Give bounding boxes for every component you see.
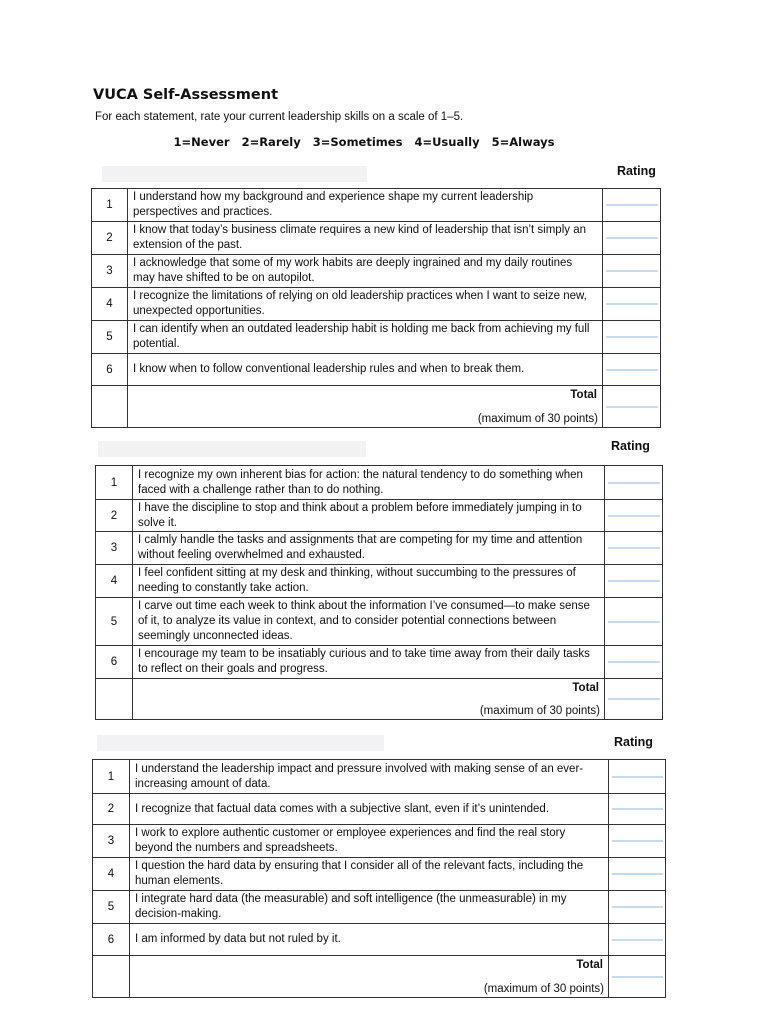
rating-column-header: Rating bbox=[617, 164, 656, 178]
table-row bbox=[92, 189, 661, 222]
table-row bbox=[92, 321, 661, 354]
scale-label: 4=Usually bbox=[414, 135, 480, 149]
item-number: 5 bbox=[92, 321, 128, 354]
rating-input[interactable] bbox=[612, 873, 663, 875]
item-number: 5 bbox=[93, 891, 130, 924]
rating-input[interactable] bbox=[612, 939, 663, 941]
rating-column-header: Rating bbox=[611, 439, 650, 453]
item-number: 4 bbox=[93, 858, 130, 891]
maximum-points-label: (maximum of 30 points) bbox=[483, 983, 604, 995]
item-number: 2 bbox=[93, 794, 130, 825]
rating-input[interactable] bbox=[608, 580, 660, 582]
item-number: 4 bbox=[92, 288, 128, 321]
rating-input[interactable] bbox=[612, 906, 663, 908]
item-number: 2 bbox=[92, 222, 128, 255]
table-row bbox=[96, 500, 663, 532]
total-label: Total bbox=[572, 682, 599, 694]
item-statement: I encourage my team to be insatiably curious and to take time away from their daily tasks to reflect on their goals and progress. bbox=[133, 646, 605, 679]
item-number: 6 bbox=[92, 354, 128, 386]
total-label: Total bbox=[570, 389, 597, 401]
rating-input[interactable] bbox=[608, 547, 660, 549]
table-row bbox=[92, 354, 661, 386]
item-statement: I understand the leadership impact and pressure involved with making sense of an ever-increasing amount of data. bbox=[130, 760, 609, 794]
rating-input[interactable] bbox=[606, 369, 658, 371]
table-row bbox=[96, 646, 663, 679]
total-row bbox=[92, 386, 661, 428]
maximum-points-label: (maximum of 30 points) bbox=[479, 705, 600, 717]
item-number: 3 bbox=[93, 825, 130, 858]
rating-input[interactable] bbox=[608, 482, 660, 484]
scale-label: 5=Always bbox=[491, 135, 555, 149]
item-statement: I feel confident sitting at my desk and thinking, without succumbing to the pressures of needing to constantly take action. bbox=[133, 565, 605, 598]
item-statement: I integrate hard data (the measurable) and soft intelligence (the unmeasurable) in my decision-making. bbox=[130, 891, 609, 924]
item-number: 6 bbox=[96, 646, 133, 679]
item-number: 6 bbox=[93, 924, 130, 956]
item-number: 3 bbox=[92, 255, 128, 288]
rating-input[interactable] bbox=[606, 303, 658, 305]
item-statement: I question the hard data by ensuring that I consider all of the relevant facts, including the human elements. bbox=[130, 858, 609, 891]
item-statement: I recognize that factual data comes with a subjective slant, even if it’s unintended. bbox=[130, 794, 609, 825]
total-input[interactable] bbox=[606, 406, 658, 408]
total-row bbox=[93, 956, 666, 998]
item-number: 1 bbox=[96, 466, 133, 500]
table-row bbox=[93, 825, 666, 858]
item-statement: I recognize the limitations of relying on old leadership practices when I want to seize new, unexpected opportunities. bbox=[128, 288, 603, 321]
item-number: 4 bbox=[96, 565, 133, 598]
rating-column-header: Rating bbox=[614, 735, 653, 749]
item-statement: I understand how my background and experience shape my current leadership perspectives and practices. bbox=[128, 189, 603, 222]
assessment-table bbox=[95, 465, 663, 720]
maximum-points-label: (maximum of 30 points) bbox=[477, 413, 598, 425]
section-name-field[interactable] bbox=[102, 166, 367, 182]
rating-input[interactable] bbox=[606, 336, 658, 338]
table-row bbox=[93, 760, 666, 794]
assessment-table bbox=[91, 188, 661, 428]
table-row bbox=[92, 222, 661, 255]
rating-input[interactable] bbox=[608, 621, 660, 623]
total-label: Total bbox=[576, 959, 603, 971]
table-row bbox=[96, 532, 663, 565]
item-statement: I work to explore authentic customer or employee experiences and find the real story beyond the numbers and spreadsheets. bbox=[130, 825, 609, 858]
rating-input[interactable] bbox=[606, 204, 658, 206]
rating-input[interactable] bbox=[606, 270, 658, 272]
item-number: 3 bbox=[96, 532, 133, 565]
total-input[interactable] bbox=[612, 976, 663, 978]
item-statement: I have the discipline to stop and think about a problem before immediately jumping in to solve it. bbox=[133, 500, 605, 532]
instructions: For each statement, rate your current leadership skills on a scale of 1–5. bbox=[95, 111, 464, 123]
item-number: 1 bbox=[92, 189, 128, 222]
section-name-field[interactable] bbox=[98, 441, 366, 457]
item-statement: I am informed by data but not ruled by it. bbox=[130, 924, 609, 956]
rating-input[interactable] bbox=[612, 776, 663, 778]
item-statement: I calmly handle the tasks and assignments that are competing for my time and attention without feeling overwhelmed and exhausted. bbox=[133, 532, 605, 565]
item-statement: I know when to follow conventional leadership rules and when to break them. bbox=[128, 354, 603, 386]
scale-label: 3=Sometimes bbox=[312, 135, 403, 149]
item-statement: I carve out time each week to think about the information I’ve consumed—to make sense of it, to analyze its value in context, and to consider potential connections between seemingly unconnected ideas. bbox=[133, 598, 605, 646]
scale-label: 1=Never bbox=[173, 135, 230, 149]
rating-input[interactable] bbox=[606, 237, 658, 239]
item-number: 5 bbox=[96, 598, 133, 646]
rating-input[interactable] bbox=[608, 661, 660, 663]
item-statement: I can identify when an outdated leadership habit is holding me back from achieving my full potential. bbox=[128, 321, 603, 354]
item-statement: I recognize my own inherent bias for action: the natural tendency to do something when faced with a challenge rather than to do nothing. bbox=[133, 466, 605, 500]
total-input[interactable] bbox=[608, 698, 660, 700]
total-row bbox=[96, 679, 663, 720]
rating-input[interactable] bbox=[612, 808, 663, 810]
assessment-table bbox=[92, 759, 666, 998]
item-number: 1 bbox=[93, 760, 130, 794]
item-statement: I acknowledge that some of my work habits are deeply ingrained and my daily routines may have shifted to be on autopilot. bbox=[128, 255, 603, 288]
table-row bbox=[96, 598, 663, 646]
rating-input[interactable] bbox=[612, 840, 663, 842]
table-row bbox=[93, 794, 666, 825]
item-statement: I know that today’s business climate requires a new kind of leadership that isn’t simply an extension of the past. bbox=[128, 222, 603, 255]
rating-scale-legend bbox=[0, 135, 728, 149]
scale-label: 2=Rarely bbox=[241, 135, 301, 149]
item-number: 2 bbox=[96, 500, 133, 532]
table-row bbox=[93, 858, 666, 891]
section-name-field[interactable] bbox=[97, 735, 384, 751]
rating-input[interactable] bbox=[608, 515, 660, 517]
page-title: VUCA Self-Assessment bbox=[93, 87, 279, 103]
table-row bbox=[92, 288, 661, 321]
table-row bbox=[92, 255, 661, 288]
table-row bbox=[96, 565, 663, 598]
table-row bbox=[93, 924, 666, 956]
table-row bbox=[93, 891, 666, 924]
table-row bbox=[96, 466, 663, 500]
